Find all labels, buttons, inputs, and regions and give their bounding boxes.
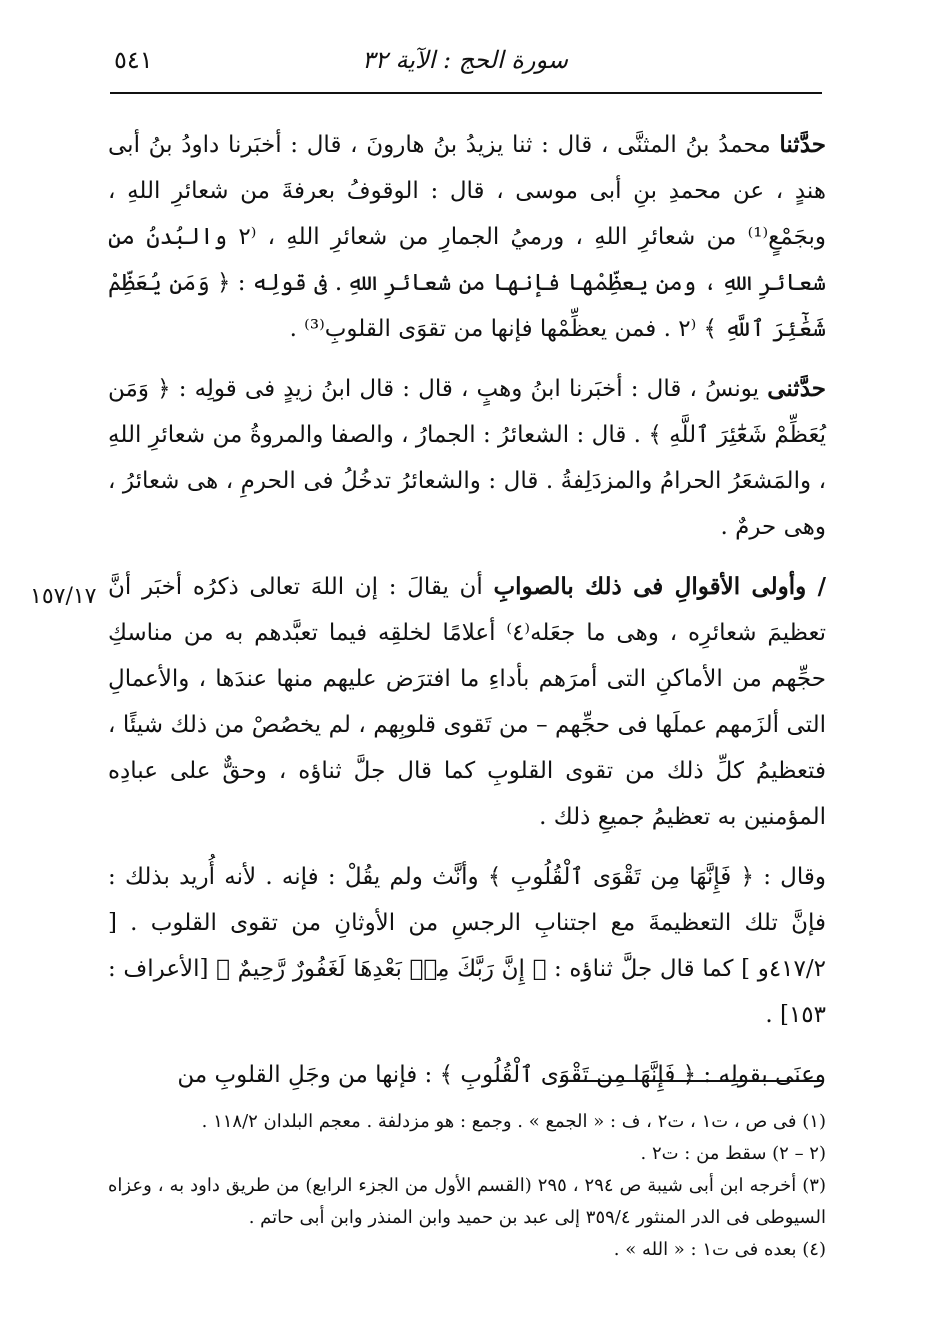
- paragraph-body: يونسُ ، قال : أخبَرنا ابنُ وهبٍ ، قال : قال ابنُ زيدٍ فى قولِه : ﴿ وَمَن يُعَظِّمْ شَعَٰٓئِرَ ٱللَّهِ ﴾ . قال : الشعائرُ : الجمارُ ، والصفا والمروةُ من شعائرِ اللهِ ، والمَشعَرُ الحرامُ والمزدَلِفةُ . قال : والشعائرُ تدخُلُ فى الحرمِ ، هى شعائرُ ، وهى حرمٌ .: [108, 376, 826, 540]
- paragraph-4: [108, 854, 826, 1038]
- footnote-3: (٣) أخرجه ابن أبى شيبة ص ٢٩٤ ، ٢٩٥ (القسم الأول من الجزء الرابع) من طريق داود به ، وعزاه السيوطى فى الدر المنثور ٣٥٩/٤ إلى عبد بن حميد وابن المنذر وابن أبى حاتم .: [108, 1175, 826, 1228]
- paragraph-body: محمدُ بنُ المثنَّى ، قال : ثنا يزيدُ بنُ هارونَ ، قال : أخبَرنا داودُ بنُ أبى هندٍ ، عن محمدِ بنِ أبى موسى ، قال : الوقوفُ بعرفةَ من شعائرِ اللهِ ، وبجَمْعٍ⁽¹⁾ من شعائرِ اللهِ ، ورميُ الجمارِ من شعائرِ اللهِ ، ⁽٢ والبُدنُ من شعائرِ اللهِ ، ومن يعظِّمْها فإنها من شعائرِ اللهِ . فى قولِه : ﴿ وَمَن يُعَظِّمْ شَعَٰٓئِرَ ٱللَّهِ ﴾ ⁽٢ . فمن يعظِّمْها فإنها من تقوَى القلوبِ⁽³⁾ .: [108, 132, 827, 342]
- paragraph-lead: حدَّثنى: [767, 375, 826, 402]
- page-number: ٥٤١: [114, 46, 153, 74]
- paragraph-1: [108, 122, 826, 352]
- footnote-4: (٤) بعده فى ت١ : « الله » .: [613, 1239, 826, 1260]
- running-title: سورة الحج : الآية ٣٢: [362, 46, 568, 74]
- footnote-1: (١) فى ص ، ت١ ، ت٢ ، ف : « الجمع » . وجمع : هو مزدلفة . معجم البلدان ١١٨/٢ .: [201, 1111, 826, 1132]
- paragraph-lead: حدَّثنا: [779, 131, 826, 158]
- footnotes: [108, 1106, 826, 1266]
- header-divider: [110, 92, 822, 94]
- page-header: [110, 40, 820, 80]
- paragraph-body: وعنَى بقولِه : ﴿ فَإِنَّهَا مِن تَقْوَى ٱلْقُلُوبِ ﴾ : فإنها من وجَلِ القلوبِ من: [177, 1062, 826, 1088]
- main-text: [108, 122, 826, 1112]
- paragraph-5: [108, 1052, 826, 1098]
- paragraph-3: [108, 564, 826, 840]
- margin-reference: ١٥٧/١٧: [30, 584, 97, 609]
- paragraph-2: [108, 366, 826, 550]
- paragraph-body: أن يقالَ : إن اللهَ تعالى ذكرُه أخبَر أنَّ تعظيمَ شعائرِه ، وهى ما جعَله⁽٤⁾ أعلامًا لخلقِه فيما تعبَّدهم به من مناسكِ حجِّهم من الأماكنِ التى أمرَهم بأداءِ ما افترَض عليهم منها عندَها ، والأعمالِ التى ألزَمهم عملَها فى حجِّهم – من تَقوى قلوبِهم ، لم يخصُصْ من ذلك شيئًا ، فتعظيمُ كلِّ ذلك من تقوى القلوبِ كما قال جلَّ ثناؤه ، وحقٌّ على عبادِه المؤمنين به تعظيمُ جميعِ ذلك .: [108, 574, 826, 830]
- paragraph-body: وقال : ﴿ فَإِنَّهَا مِن تَقْوَى ٱلْقُلُوبِ ﴾ وأنَّث ولم يقُلْ : فإنه . لأنه أُريد بذلك : فإنَّ تلك التعظيمةَ مع اجتنابِ الرجسِ من الأوثانِ من تقوى القلوب . [ ٤١٧/٢و ] كما قال جلَّ ثناؤه : ﴿ إِنَّ رَبَّكَ مِنۢ بَعْدِهَا لَغَفُورٌ رَّحِيمٌ ﴾ [الأعراف : ١٥٣] .: [108, 864, 826, 1028]
- footnote-2: (٢ – ٢) سقط من : ت٢ .: [640, 1143, 826, 1164]
- footnote-divider: [560, 1080, 824, 1082]
- paragraph-lead: / وأولى الأقوالِ فى ذلك بالصوابِ: [493, 573, 826, 600]
